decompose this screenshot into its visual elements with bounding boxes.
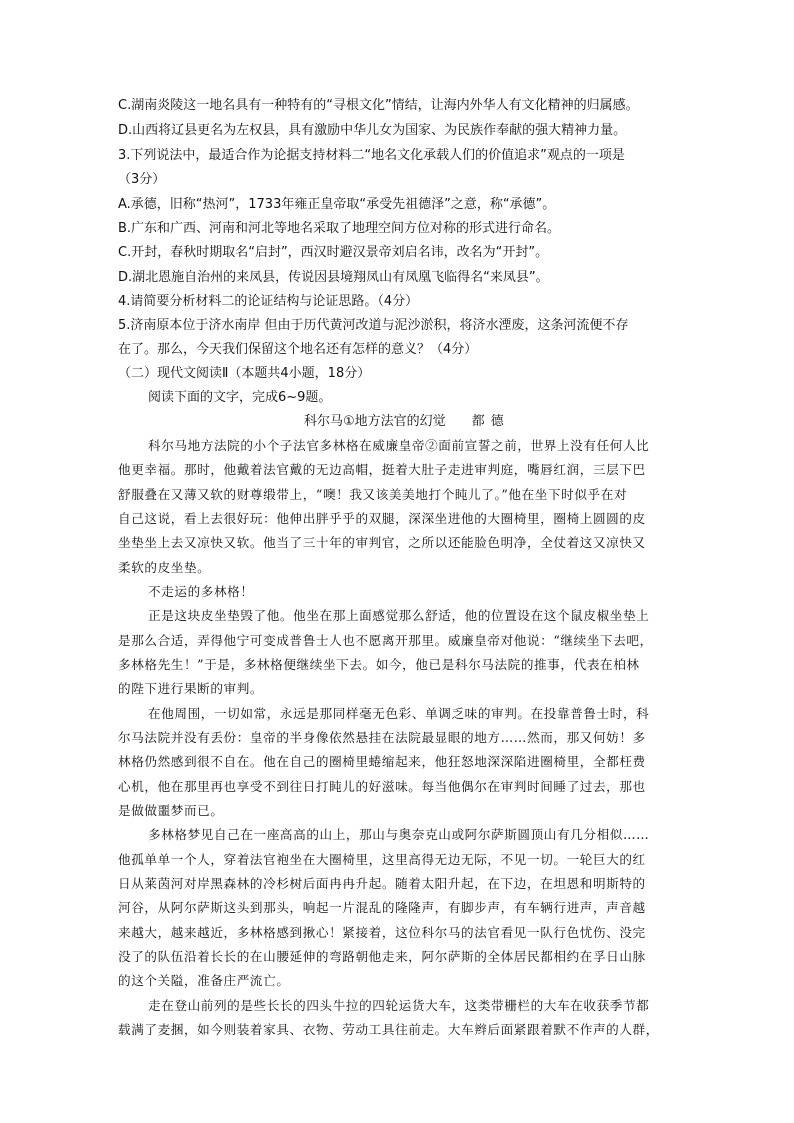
q3-option-b: B.广东和广西、河南和河北等地名采取了地理空间方位对称的形式进行命名。 (118, 221, 561, 236)
story-p1-line: 科尔马地方法院的小个子法官多林格在威廉皇帝②面前宣誓之前，世界上没有任何人比 (148, 438, 650, 453)
story-p5-line: 他孤单单一个人，穿着法官袍坐在大圈椅里，这里高得无边无际，不见一切。一轮巨大的红 (118, 852, 646, 867)
story-p5-line: 河谷，从阿尔萨斯这头到那头，响起一片混乱的隆隆声，有脚步声，有车辆行进声，声音越 (118, 900, 646, 915)
story-p1-line: 柔软的皮坐垫。 (118, 560, 211, 575)
story-p3-line: 是那么合适，弄得他宁可变成普鲁士人也不愿离开那里。威廉皇帝对他说：“继续坐下去吧， (118, 633, 653, 648)
story-p3-line: 多林格先生！”于是，多林格便继续坐下去。如今，他已是科尔马法院的推事，代表在柏林 (118, 657, 640, 672)
story-p4-line: 尔马法院并没有丢份：皇帝的半身像依然悬挂在法院最显眼的地方……然而，那又何妨！多 (118, 730, 646, 745)
q5-stem-line2: 在了。那么，今天我们保留这个地名还有怎样的意义？（4分） (118, 342, 478, 357)
story-p1-line: 舒服叠在又薄又软的财尊缎带上，“噢！我又该美美地打个盹儿了。”他在坐下时似乎在对 (118, 487, 628, 502)
story-p4-line: 心机，他在那里再也享受不到往日打盹儿的好滋味。每当他偶尔在审判时间睡了过去，那也 (118, 779, 646, 794)
story-p4-line: 是做做噩梦而已。 (118, 803, 224, 818)
q2-option-d: D.山西将辽县更名为左权县，具有激励中华儿女为国家、为民族作奉献的强大精神力量。 (118, 123, 627, 138)
story-p5-line: 的这个关隘，准备庄严流亡。 (118, 973, 290, 988)
section-instruction: 阅读下面的文字，完成6~9题。 (148, 390, 332, 405)
q3-option-a: A.承德，旧称“热河”，1733年雍正皇帝取“承受先祖德泽”之意，称“承德”。 (118, 197, 556, 212)
story-p6-line: 载满了麦捆，如今则装着家具、衣物、劳动工具往前走。大车辫后面紧跟着默不作声的人群， (118, 1022, 659, 1037)
story-p4-line: 在他周围，一切如常，永远是那同样毫无色彩、单调乏味的审判。在投靠普鲁士时，科 (148, 706, 650, 721)
story-p5-line: 没了的队伍沿着长长的在山腰延伸的弯路朝他走来，阿尔萨斯的全体居民都相约在孚日山脉 (118, 949, 646, 964)
story-title: 科尔马①地方法官的幻觉 (304, 414, 446, 429)
story-p5-line: 多林格梦见自己在一座高高的山上，那山与奥奈克山或阿尔萨斯圆顶山有几分相似…… (148, 827, 650, 842)
story-p1-line: 他更幸福。那时，他戴着法官戴的无边高帽，挺着大肚子走进审判庭，嘴唇红润，三层下巴 (118, 462, 646, 477)
q3-stem: 3.下列说法中，最适合作为论据支持材料二“地名文化承载人们的价值追求”观点的一项是 (118, 148, 625, 163)
story-author: 都德 (471, 414, 510, 429)
story-p5-line: 来越大，越来越近，多林格感到揪心！紧接着，这位科尔马的法官看见一队行色忧伤、没完 (118, 925, 646, 940)
story-p1-line: 自己这说，看上去很好玩：他伸出胖乎乎的双腿，深深坐进他的大圈椅里，圈椅上圆圆的皮 (118, 511, 646, 526)
story-p1-line: 坐垫坐上去又凉快又软。他当了三十年的审判官，之所以还能脸色明净，全仗着这又凉快又 (118, 535, 646, 550)
story-p3-line: 的陛下进行果断的审判。 (118, 681, 264, 696)
q3-option-d: D.湖北恩施自治州的来凤县，传说因县境翔凤山有凤凰飞临得名“来凤县”。 (118, 270, 549, 285)
story-p3-line: 正是这块皮坐垫毁了他。他坐在那上面感觉那么舒适，他的位置设在这个鼠皮椒坐垫上 (148, 608, 650, 623)
story-p6-line: 走在登山前列的是些长长的四头牛拉的四轮运货大车，这类带栅栏的大车在收获季节都 (148, 998, 650, 1013)
story-p5-line: 日从莱茵河对岸黑森林的冷杉树后面冉冉升起。随着太阳升起，在下边，在坦恩和明斯特的 (118, 876, 646, 891)
story-title-line (304, 412, 510, 432)
q3-points: （3分） (118, 172, 166, 187)
q4-stem: 4.请简要分析材料二的论证结构与论证思路。（4分） (118, 294, 419, 309)
story-p4-line: 林格仍然感到很不自在。他在自己的圈椅里蜷缩起来，他狂怒地深深陷进圈椅里，全都枉费 (118, 754, 646, 769)
q2-option-c: C.湖南炎陵这一地名具有一种特有的“寻根文化”情结，让海内外华人有文化精神的归属感。 (118, 98, 639, 113)
section-heading: （二）现代文阅读Ⅱ（本题共4小题，18分） (118, 366, 371, 381)
story-p2-line: 不走运的多林格！ (148, 584, 254, 599)
q5-stem-line1: 5.济南原本位于济水南岸 但由于历代黄河改道与泥沙淤积，将济水湮废，这条河流便不存 (118, 318, 629, 333)
q3-option-c: C.开封，春秋时期取名“启封”，西汉时避汉景帝刘启名讳，改名为“开封”。 (118, 245, 549, 260)
